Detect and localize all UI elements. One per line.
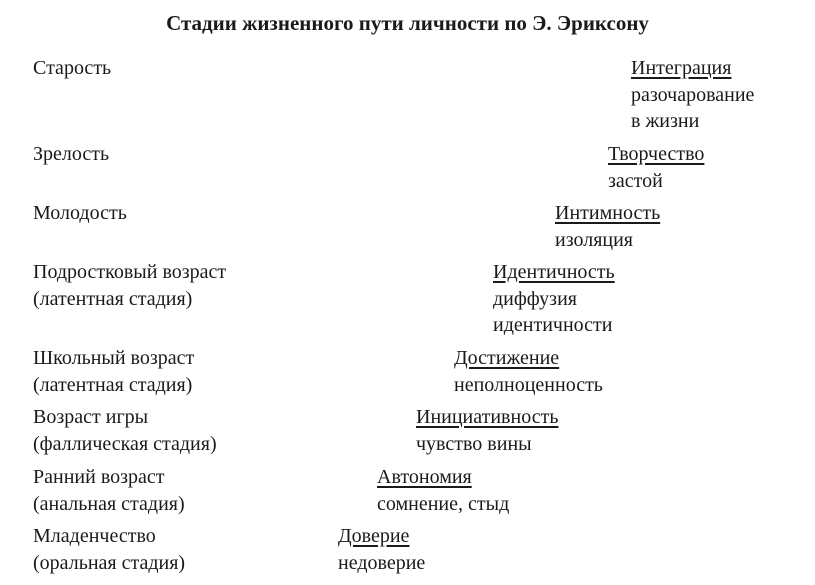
- positive-outcome: Идентичность: [493, 261, 615, 283]
- crisis-block: [454, 345, 603, 398]
- positive-outcome: Творчество: [608, 143, 705, 165]
- negative-outcome: изоляция: [555, 228, 634, 251]
- positive-outcome: Доверие: [338, 525, 410, 547]
- crisis-block: [377, 464, 509, 517]
- negative-outcome: недоверие: [338, 551, 426, 574]
- stage-label: [33, 55, 111, 82]
- stage-phase: (латентная стадия): [33, 373, 193, 396]
- stage-phase: (оральная стадия): [33, 551, 186, 574]
- positive-outcome: Инициативность: [416, 406, 559, 428]
- crisis-block: [608, 141, 704, 194]
- negative-outcome: диффузия: [493, 287, 577, 310]
- crisis-block: [416, 404, 558, 457]
- positive-outcome: Интеграция: [631, 57, 732, 79]
- stage-label: [33, 200, 127, 227]
- positive-outcome: Достижение: [454, 347, 560, 369]
- negative-outcome: застой: [608, 169, 663, 192]
- stage-name: Подростковый возраст: [33, 261, 227, 283]
- diagram-title: Стадии жизненного пути личности по Э. Эриксону: [166, 11, 649, 35]
- negative-outcome: идентичности: [493, 314, 613, 336]
- crisis-block: [631, 55, 754, 135]
- negative-outcome: разочарование: [631, 83, 755, 106]
- stage-label: [33, 259, 226, 312]
- positive-outcome: Интимность: [555, 202, 661, 224]
- stage-name: Молодость: [33, 202, 127, 224]
- stage-name: Возраст игры: [33, 406, 149, 428]
- stage-name: Ранний возраст: [33, 466, 165, 488]
- stage-phase: (латентная стадия): [33, 287, 193, 310]
- stage-name: Школьный возраст: [33, 347, 195, 369]
- stage-label: [33, 141, 109, 168]
- crisis-block: [493, 259, 615, 339]
- negative-outcome: сомнение, стыд: [377, 492, 510, 515]
- stage-phase: (фаллическая стадия): [33, 432, 217, 455]
- negative-outcome: неполноценность: [454, 373, 603, 396]
- negative-outcome: чувство вины: [416, 432, 532, 455]
- positive-outcome: Автономия: [377, 466, 472, 488]
- stage-label: [33, 523, 185, 576]
- stage-name: Старость: [33, 57, 112, 79]
- stage-label: [33, 345, 194, 398]
- negative-outcome: в жизни: [631, 110, 700, 132]
- stage-label: [33, 404, 217, 457]
- stage-label: [33, 464, 185, 517]
- stage-name: Зрелость: [33, 143, 110, 165]
- crisis-block: [555, 200, 660, 253]
- crisis-block: [338, 523, 425, 576]
- stage-name: Младенчество: [33, 525, 156, 547]
- stage-phase: (анальная стадия): [33, 492, 185, 515]
